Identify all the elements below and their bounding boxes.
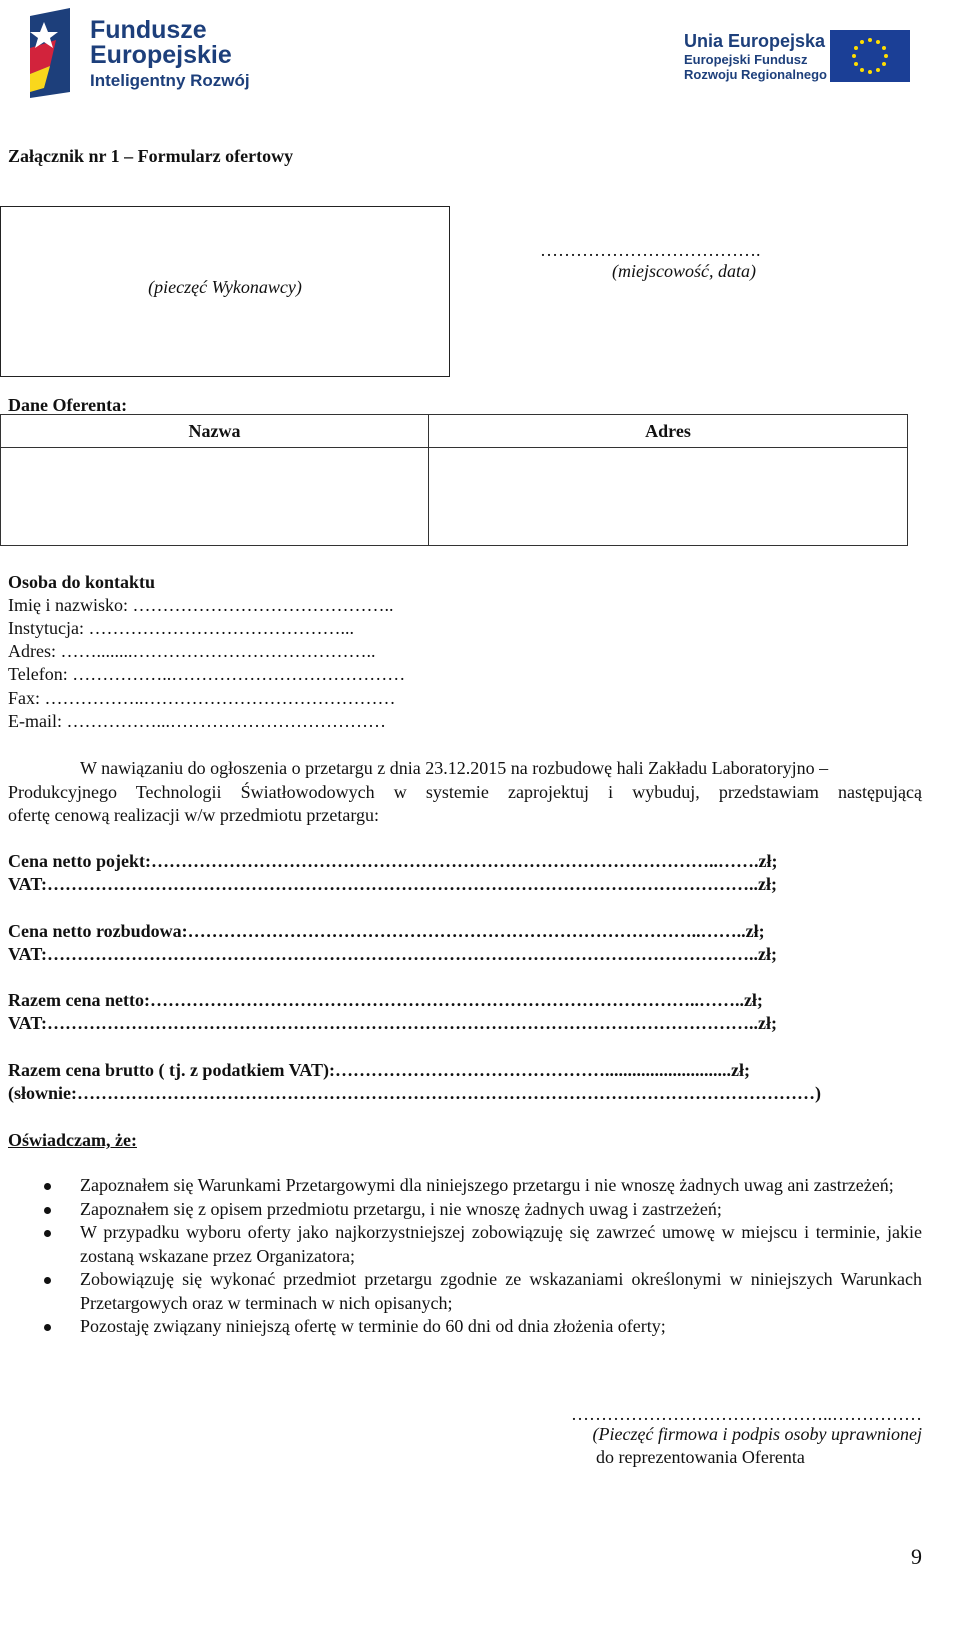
list-item: Zapoznałem się z opisem przedmiotu przetargu, i nie wnoszę żadnych uwag i zastrzeżeń; bbox=[8, 1198, 922, 1222]
total-gross-price-field[interactable]: Razem cena brutto ( tj. z podatkiem VAT):………………………………………............................zł; bbox=[8, 1060, 750, 1080]
contact-heading: Osoba do kontaktu bbox=[8, 572, 156, 592]
vat-total-field[interactable]: VAT:………………………………………………………………………………………………………..zł; bbox=[8, 1013, 777, 1033]
fe-logo-line2: Europejskie bbox=[90, 41, 232, 69]
page-number: 9 bbox=[911, 1544, 922, 1569]
vat-design-field[interactable]: VAT:………………………………………………………………………………………………………..zł; bbox=[8, 874, 777, 894]
net-price-design-field[interactable]: Cena netto pojekt:…………………………………………………………………………………..…….zł; bbox=[8, 851, 778, 871]
declaration-heading: Oświadczam, że: bbox=[8, 1130, 137, 1150]
offeror-address-cell[interactable] bbox=[429, 448, 908, 546]
contact-phone-field[interactable]: Telefon: ……………..………………………………… bbox=[8, 664, 406, 684]
offeror-data-table bbox=[0, 414, 908, 546]
intro-line-3: ofertę cenową realizacji w/w przedmiotu przetargu: bbox=[8, 805, 379, 825]
contact-email-field[interactable]: E-mail: ……………...……………………………… bbox=[8, 711, 386, 731]
contractor-stamp-label: (pieczęć Wykonawcy) bbox=[148, 277, 302, 297]
column-header-address: Adres bbox=[429, 415, 908, 448]
ue-logo-line1: Unia Europejska bbox=[684, 31, 826, 51]
fundusze-europejskie-logo-text bbox=[90, 18, 250, 94]
bullet-icon bbox=[44, 1207, 51, 1214]
bullet-icon bbox=[44, 1277, 51, 1284]
offeror-data-heading: Dane Oferenta: bbox=[8, 395, 128, 415]
fe-logo-line3: Inteligentny Rozwój bbox=[90, 71, 250, 90]
list-item: Zapoznałem się Warunkami Przetargowymi dla niniejszego przetargu i nie wnoszę żadnych uwag ani zastrzeżeń; bbox=[8, 1174, 922, 1198]
bullet-icon bbox=[44, 1324, 51, 1331]
bullet-icon bbox=[44, 1230, 51, 1237]
net-price-expansion-field[interactable]: Cena netto rozbudowa:…………………………………………………………………………..……..zł; bbox=[8, 921, 765, 941]
contact-fax-field[interactable]: Fax: ……………..…………………………………… bbox=[8, 688, 396, 708]
declaration-list bbox=[8, 1174, 922, 1339]
place-date-label: (miejscowość, data) bbox=[612, 261, 756, 281]
ue-logo-line2: Europejski Fundusz bbox=[684, 52, 808, 67]
contact-institution-field[interactable]: Instytucja: ……………………………………... bbox=[8, 618, 354, 638]
fundusze-europejskie-logo-mark bbox=[26, 8, 74, 98]
place-date-dots: ………………………………. bbox=[540, 240, 761, 260]
signature-label-line1: (Pieczęć firmowa i podpis osoby uprawnionej bbox=[592, 1424, 922, 1444]
amount-in-words-field[interactable]: (słownie:……………………………………………………………………………………………………………) bbox=[8, 1083, 821, 1103]
unia-europejska-logo-text bbox=[684, 30, 827, 82]
document-title: Załącznik nr 1 – Formularz ofertowy bbox=[8, 146, 294, 166]
signature-label-line2: do reprezentowania Oferenta bbox=[596, 1447, 805, 1467]
contact-name-field[interactable]: Imię i nazwisko: …………………………………….. bbox=[8, 595, 394, 615]
contact-address-field[interactable]: Adres: ……........………………………………….. bbox=[8, 641, 376, 661]
list-item: W przypadku wyboru oferty jako najkorzystniejszej zobowiązuję się zawrzeć umowę w miejscu i terminie, jakie zostaną wskazane przez Organizatora; bbox=[8, 1221, 922, 1268]
column-header-name: Nazwa bbox=[1, 415, 429, 448]
eu-flag-icon bbox=[830, 30, 910, 82]
list-item: Zobowiązuję się wykonać przedmiot przetargu zgodnie ze wskazaniami określonymi w niniejszych Warunkach Przetargowych oraz w terminach w nich opisanych; bbox=[8, 1268, 922, 1315]
list-item: Pozostaję związany niniejszą ofertę w terminie do 60 dni od dnia złożenia oferty; bbox=[8, 1315, 922, 1339]
intro-line-1: W nawiązaniu do ogłoszenia o przetargu z dnia 23.12.2015 na rozbudowę hali Zakładu Laboratoryjno – bbox=[80, 758, 829, 778]
fe-logo-line1: Fundusze bbox=[90, 16, 207, 44]
intro-line-2: Produkcyjnego Technologii Światłowodowych w systemie zaprojektuj i wybuduj, przedstawiam następującą bbox=[8, 782, 922, 802]
bullet-icon bbox=[44, 1183, 51, 1190]
signature-dots: ……………………………………..…………… bbox=[571, 1404, 922, 1424]
ue-logo-line3: Rozwoju Regionalnego bbox=[684, 67, 827, 82]
total-net-price-field[interactable]: Razem cena netto:………………………………………………………………………………..……..zł; bbox=[8, 990, 763, 1010]
offeror-name-cell[interactable] bbox=[1, 448, 429, 546]
vat-expansion-field[interactable]: VAT:………………………………………………………………………………………………………..zł; bbox=[8, 944, 777, 964]
